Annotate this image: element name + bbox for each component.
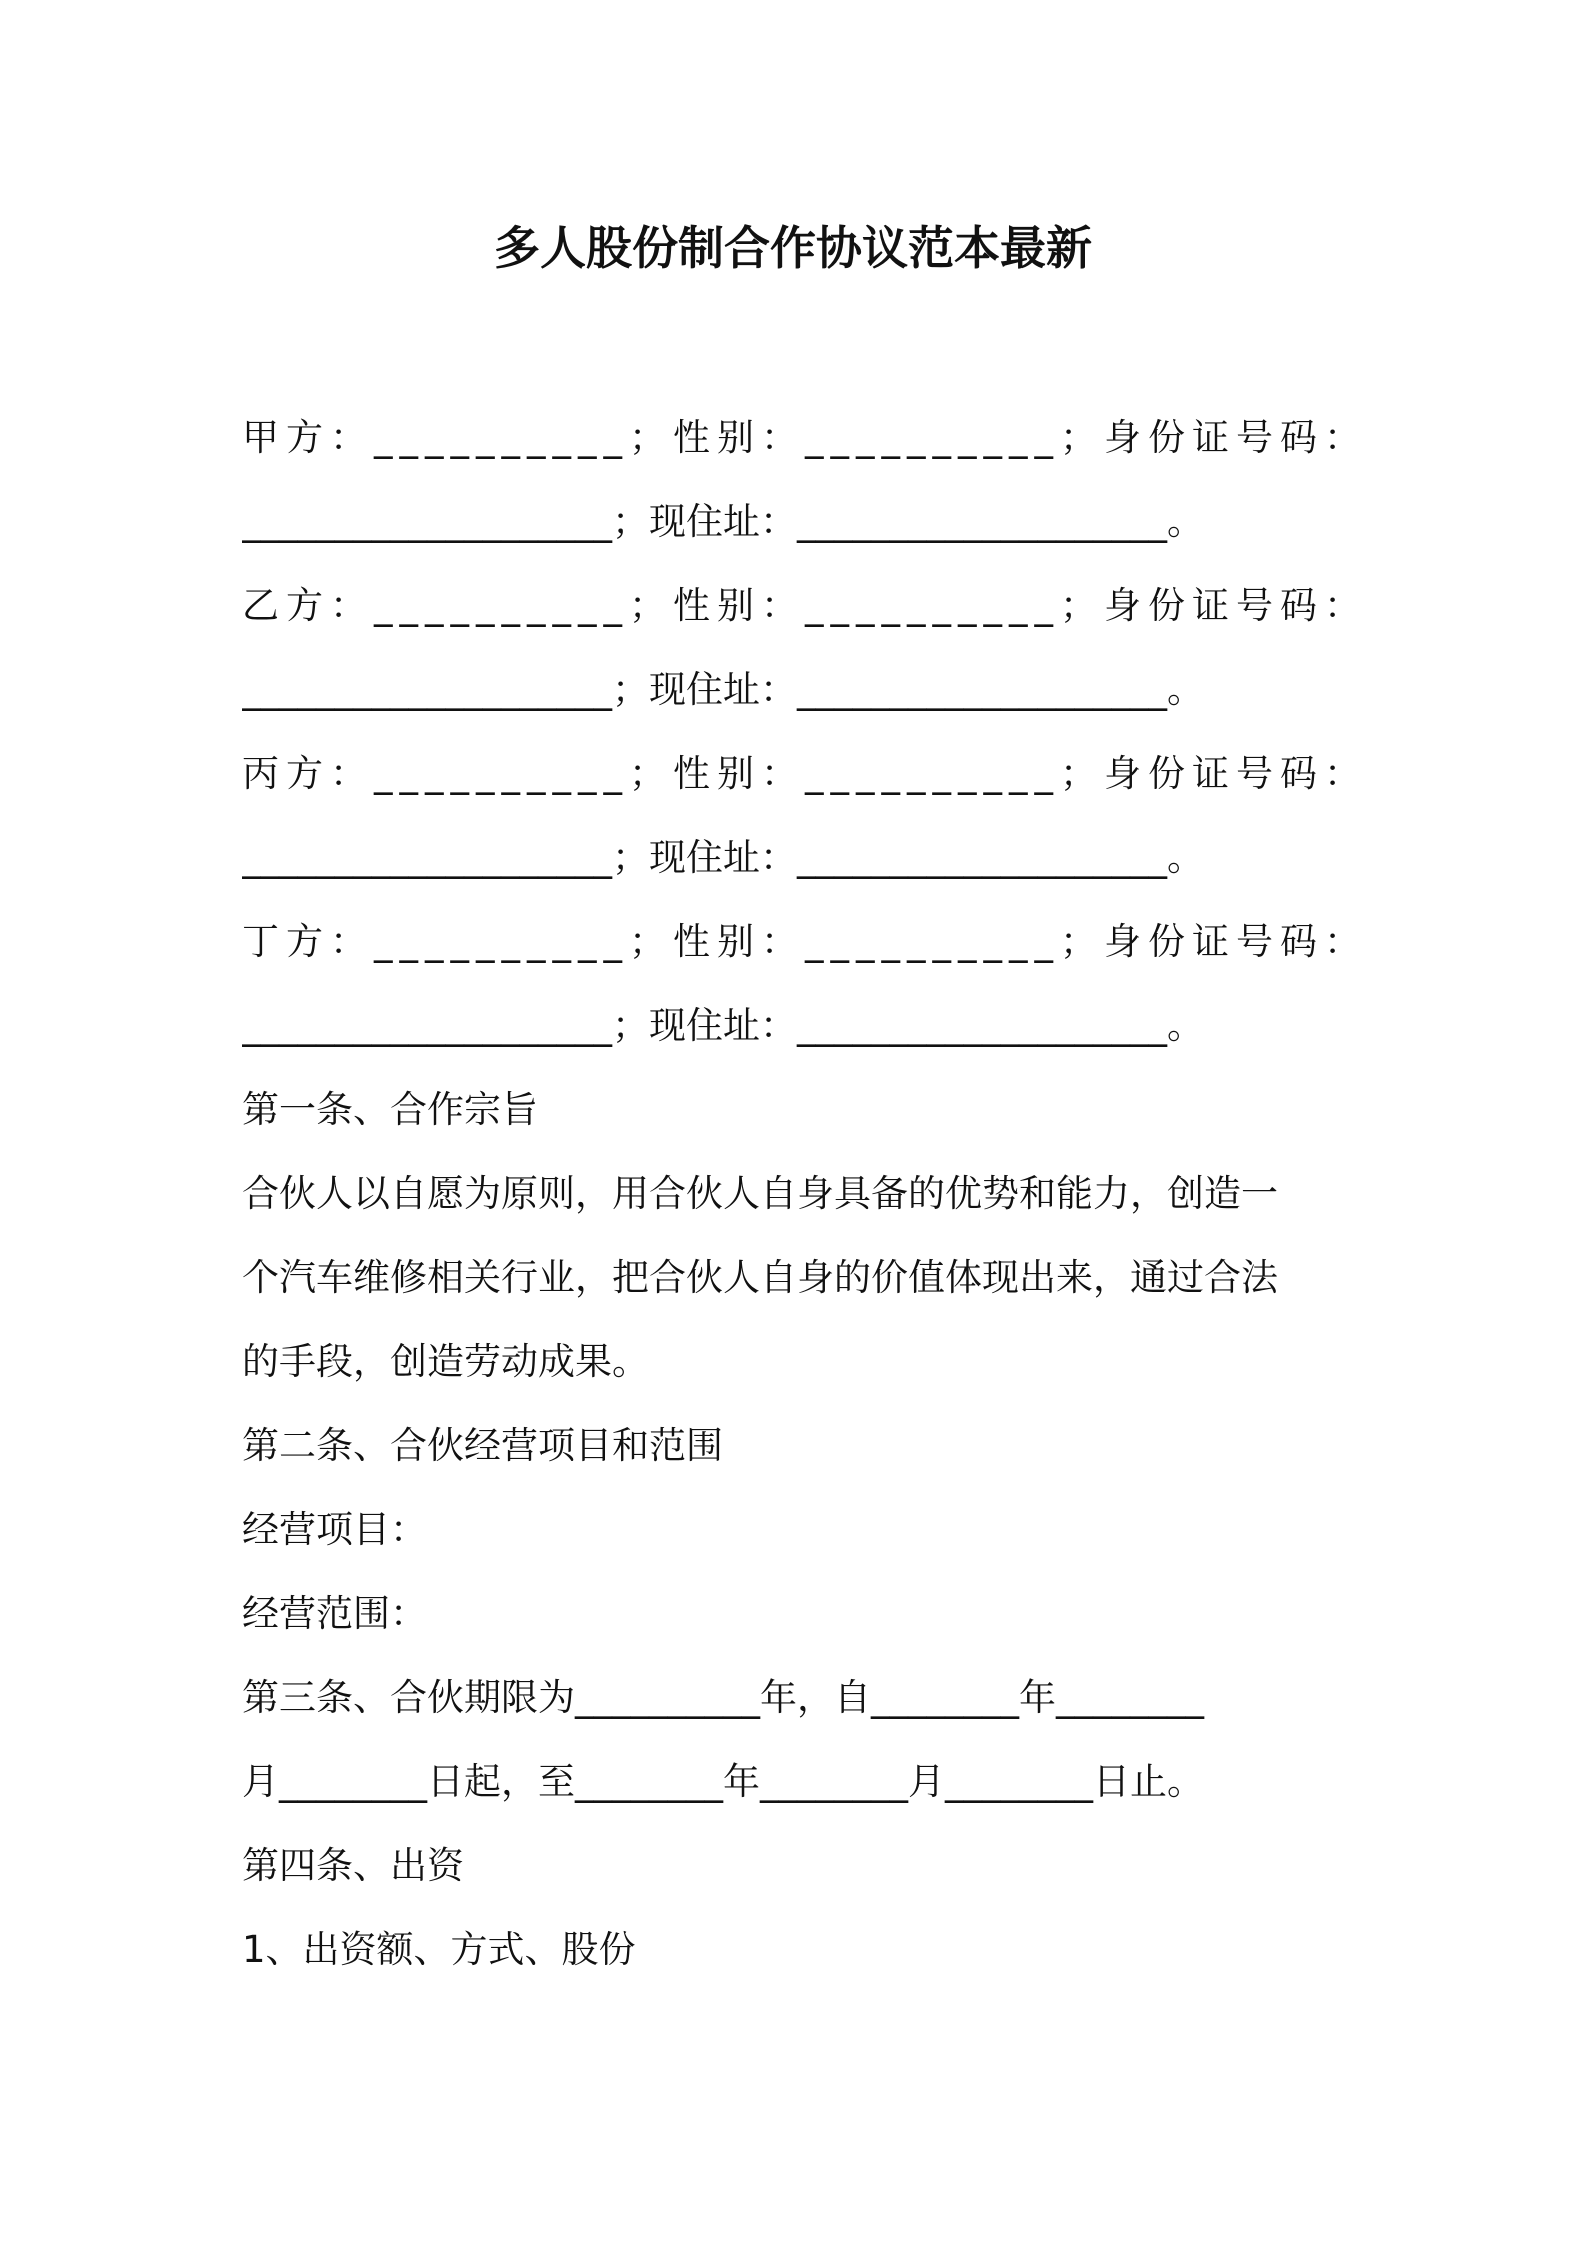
- party-b-line-1: 乙方：__________；性别：__________；身份证号码：: [242, 584, 1368, 627]
- party-d-line-1: 丁方：__________；性别：__________；身份证号码：: [242, 920, 1368, 963]
- article-4-item-1: 1、出资额、方式、股份: [242, 1928, 636, 1971]
- business-scope-label: 经营范围：: [242, 1592, 427, 1635]
- article-1-text-line-1: 合伙人以自愿为原则，用合伙人自身具备的优势和能力，创造一: [242, 1172, 1278, 1215]
- party-c-line-1: 丙方：__________；性别：__________；身份证号码：: [242, 752, 1368, 795]
- party-b-line-2: ____________________；现住址：____________________。: [242, 668, 1204, 711]
- article-1-text-line-2: 个汽车维修相关行业，把合伙人自身的价值体现出来，通过合法: [242, 1256, 1278, 1299]
- article-3-line-1: 第三条、合伙期限为__________年，自________年________: [242, 1676, 1204, 1719]
- article-1-text-line-3: 的手段，创造劳动成果。: [242, 1340, 649, 1383]
- party-c-line-2: ____________________；现住址：____________________。: [242, 836, 1204, 879]
- article-2-heading: 第二条、合伙经营项目和范围: [242, 1424, 723, 1467]
- party-a-line-2: ____________________；现住址：____________________。: [242, 500, 1204, 543]
- article-4-heading: 第四条、出资: [242, 1844, 464, 1887]
- party-d-line-2: ____________________；现住址：____________________。: [242, 1004, 1204, 1047]
- business-project-label: 经营项目：: [242, 1508, 427, 1551]
- article-3-line-2: 月________日起，至________年________月________日止。: [242, 1760, 1204, 1803]
- document-title: 多人股份制合作协议范本最新: [494, 221, 1092, 275]
- party-a-line-1: 甲方：__________；性别：__________；身份证号码：: [242, 416, 1368, 459]
- article-1-heading: 第一条、合作宗旨: [242, 1088, 538, 1131]
